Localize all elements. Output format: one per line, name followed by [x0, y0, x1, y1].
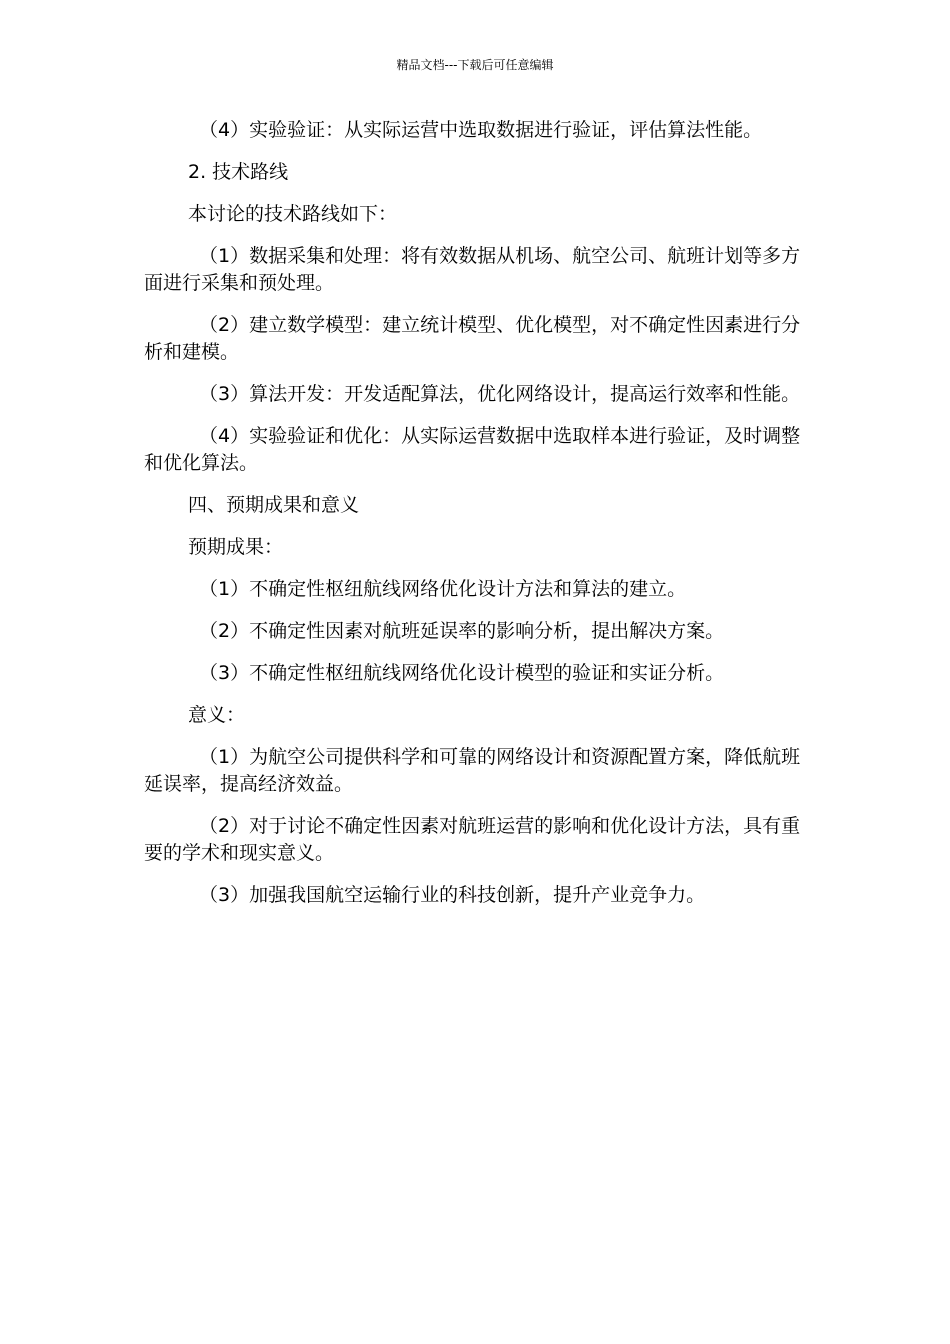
list-item-math-model: （2）建立数学模型：建立统计模型、优化模型，对不确定性因素进行分析和建模。: [144, 314, 801, 363]
list-item-verification: （4）实验验证：从实际运营中选取数据进行验证，评估算法性能。: [199, 119, 763, 141]
list-item-significance-2: （2）对于讨论不确定性因素对航班运营的影响和优化设计方法，具有重要的学术和现实意义。: [144, 815, 801, 864]
list-item-outcome-1: （1）不确定性枢纽航线网络优化设计方法和算法的建立。: [199, 578, 687, 600]
list-item-outcome-2: （2）不确定性因素对航班延误率的影响分析，提出解决方案。: [199, 620, 725, 642]
significance-label: 意义：: [188, 704, 246, 726]
list-item-verification-optimization: （4）实验验证和优化：从实际运营数据中选取样本进行验证，及时调整和优化算法。: [144, 425, 801, 474]
list-item-algorithm: （3）算法开发：开发适配算法，优化网络设计，提高运行效率和性能。: [199, 383, 801, 405]
page-header: 精品文档---下载后可任意编辑: [396, 58, 554, 72]
section-heading-outcomes: 四、预期成果和意义: [188, 494, 360, 516]
document-body: [144, 117, 806, 924]
list-item-data-collection: （1）数据采集和处理：将有效数据从机场、航空公司、航班计划等多方面进行采集和预处理。: [144, 245, 801, 294]
outcomes-label: 预期成果：: [188, 536, 284, 558]
list-item-outcome-3: （3）不确定性枢纽航线网络优化设计模型的验证和实证分析。: [199, 662, 725, 684]
list-item-significance-3: （3）加强我国航空运输行业的科技创新，提升产业竞争力。: [199, 884, 706, 906]
list-item-significance-1: （1）为航空公司提供科学和可靠的网络设计和资源配置方案，降低航班延误率，提高经济效益。: [144, 746, 801, 795]
tech-route-intro: 本讨论的技术路线如下：: [188, 203, 398, 225]
section-heading-tech-route: 2. 技术路线: [188, 161, 289, 183]
